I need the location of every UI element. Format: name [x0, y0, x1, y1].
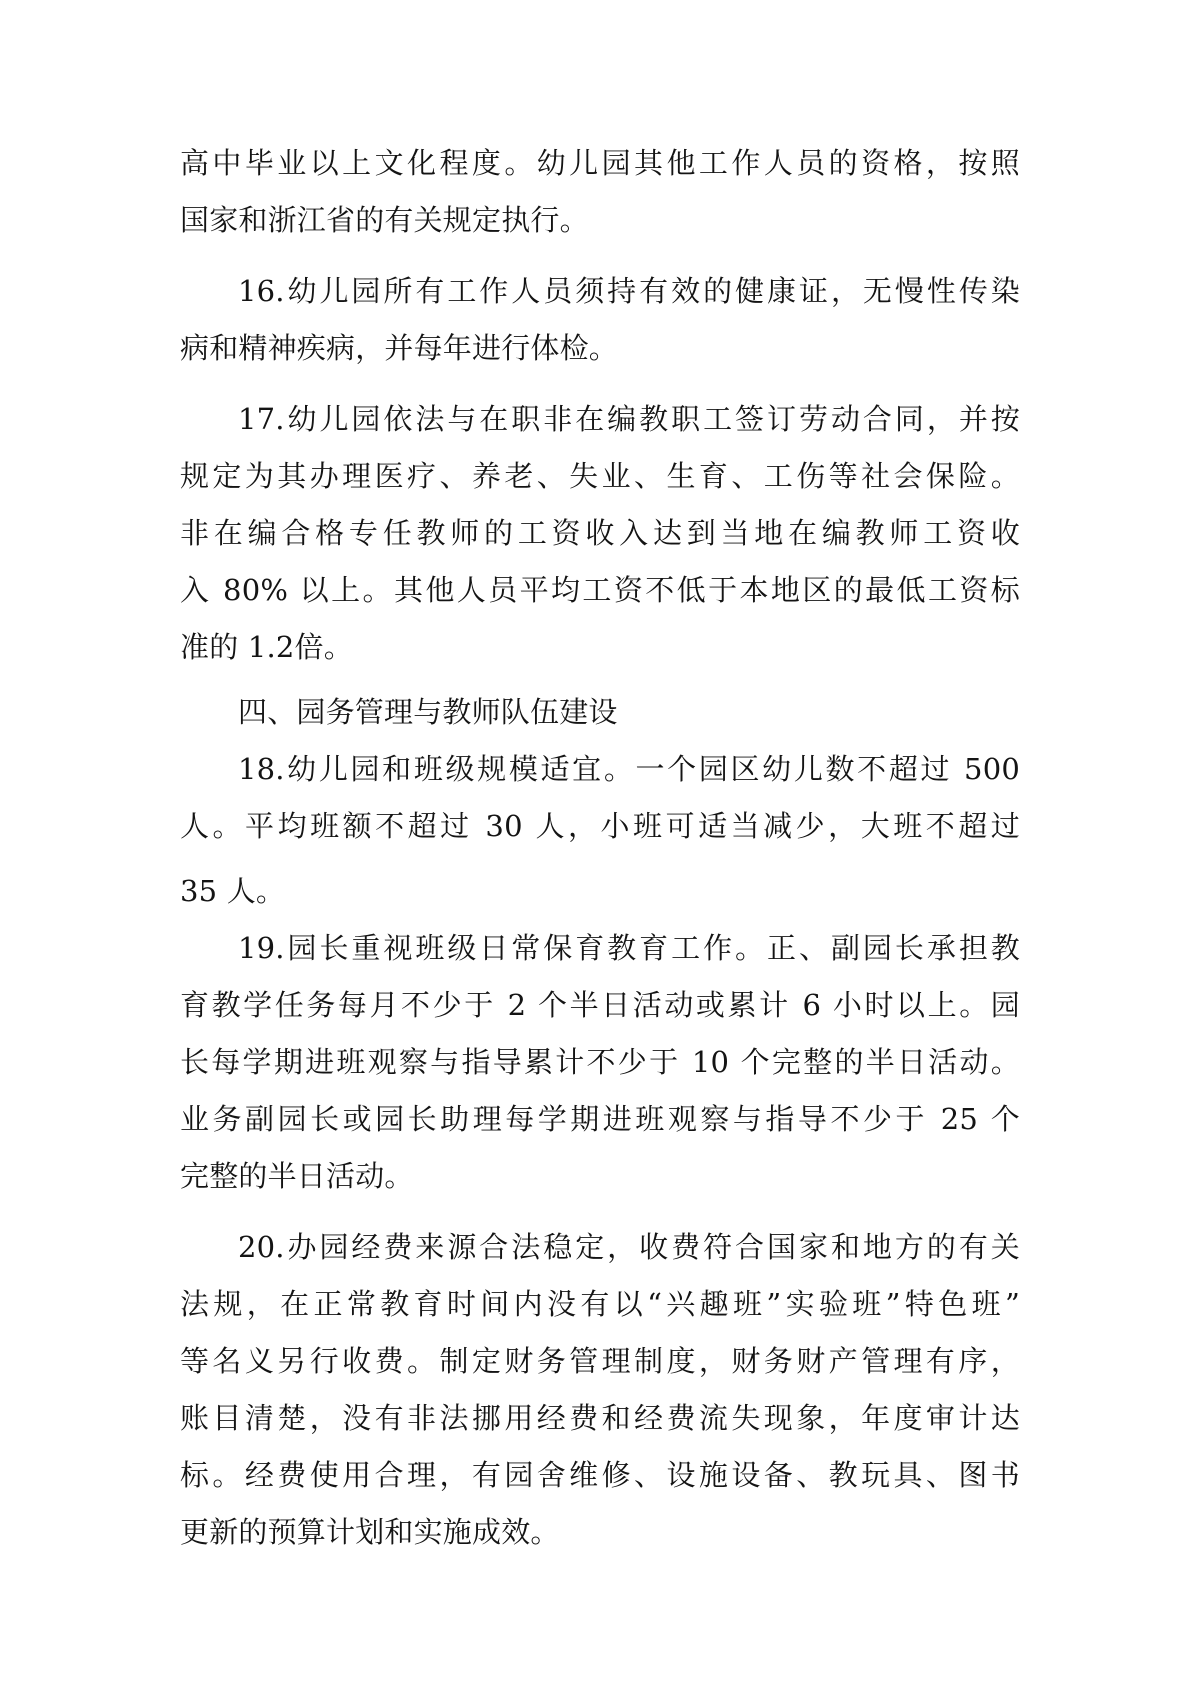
paragraph-19-line: 19.园长重视班级日常保育教育工作。正、副园长承担教 — [238, 931, 1020, 965]
text-line: 准的 1.2倍。 — [180, 630, 353, 664]
text-line: 法规，在正常教育时间内没有以“兴趣班”实验班”特色班” — [180, 1287, 1020, 1321]
text-line: 高中毕业以上文化程度。幼儿园其他工作人员的资格，按照 — [180, 146, 1020, 180]
paragraph-17-line: 17.幼儿园依法与在职非在编教职工签订劳动合同，并按 — [238, 402, 1020, 436]
paragraph-16-line: 16.幼儿园所有工作人员须持有效的健康证，无慢性传染 — [238, 274, 1020, 308]
text-line: 等名义另行收费。制定财务管理制度，财务财产管理有序， — [180, 1344, 1020, 1378]
text-line: 账目清楚，没有非法挪用经费和经费流失现象，年度审计达 — [180, 1401, 1020, 1435]
paragraph-20-line: 20.办园经费来源合法稳定，收费符合国家和地方的有关 — [238, 1230, 1020, 1264]
text-line: 长每学期进班观察与指导累计不少于 10 个完整的半日活动。 — [180, 1045, 1020, 1079]
text-line: 更新的预算计划和实施成效。 — [180, 1515, 560, 1549]
text-line: 人。平均班额不超过 30 人，小班可适当减少，大班不超过 — [180, 809, 1020, 843]
text-line: 业务副园长或园长助理每学期进班观察与指导不少于 25 个 — [180, 1102, 1020, 1136]
text-line: 35 人。 — [180, 874, 286, 908]
text-line: 育教学任务每月不少于 2 个半日活动或累计 6 小时以上。园 — [180, 988, 1020, 1022]
document-body — [180, 135, 1020, 1561]
text-line: 完整的半日活动。 — [180, 1159, 414, 1193]
section-heading: 四、园务管理与教师队伍建设 — [238, 695, 618, 729]
text-line: 病和精神疾病，并每年进行体检。 — [180, 331, 619, 365]
text-line: 非在编合格专任教师的工资收入达到当地在编教师工资收 — [180, 516, 1020, 550]
paragraph-18-line: 18.幼儿园和班级规模适宜。一个园区幼儿数不超过 500 — [238, 752, 1020, 786]
text-line: 国家和浙江省的有关规定执行。 — [180, 203, 589, 237]
text-line: 标。经费使用合理，有园舍维修、设施设备、教玩具、图书 — [180, 1458, 1020, 1492]
text-line: 入 80% 以上。其他人员平均工资不低于本地区的最低工资标 — [180, 573, 1020, 607]
text-line: 规定为其办理医疗、养老、失业、生育、工伤等社会保险。 — [180, 459, 1020, 493]
